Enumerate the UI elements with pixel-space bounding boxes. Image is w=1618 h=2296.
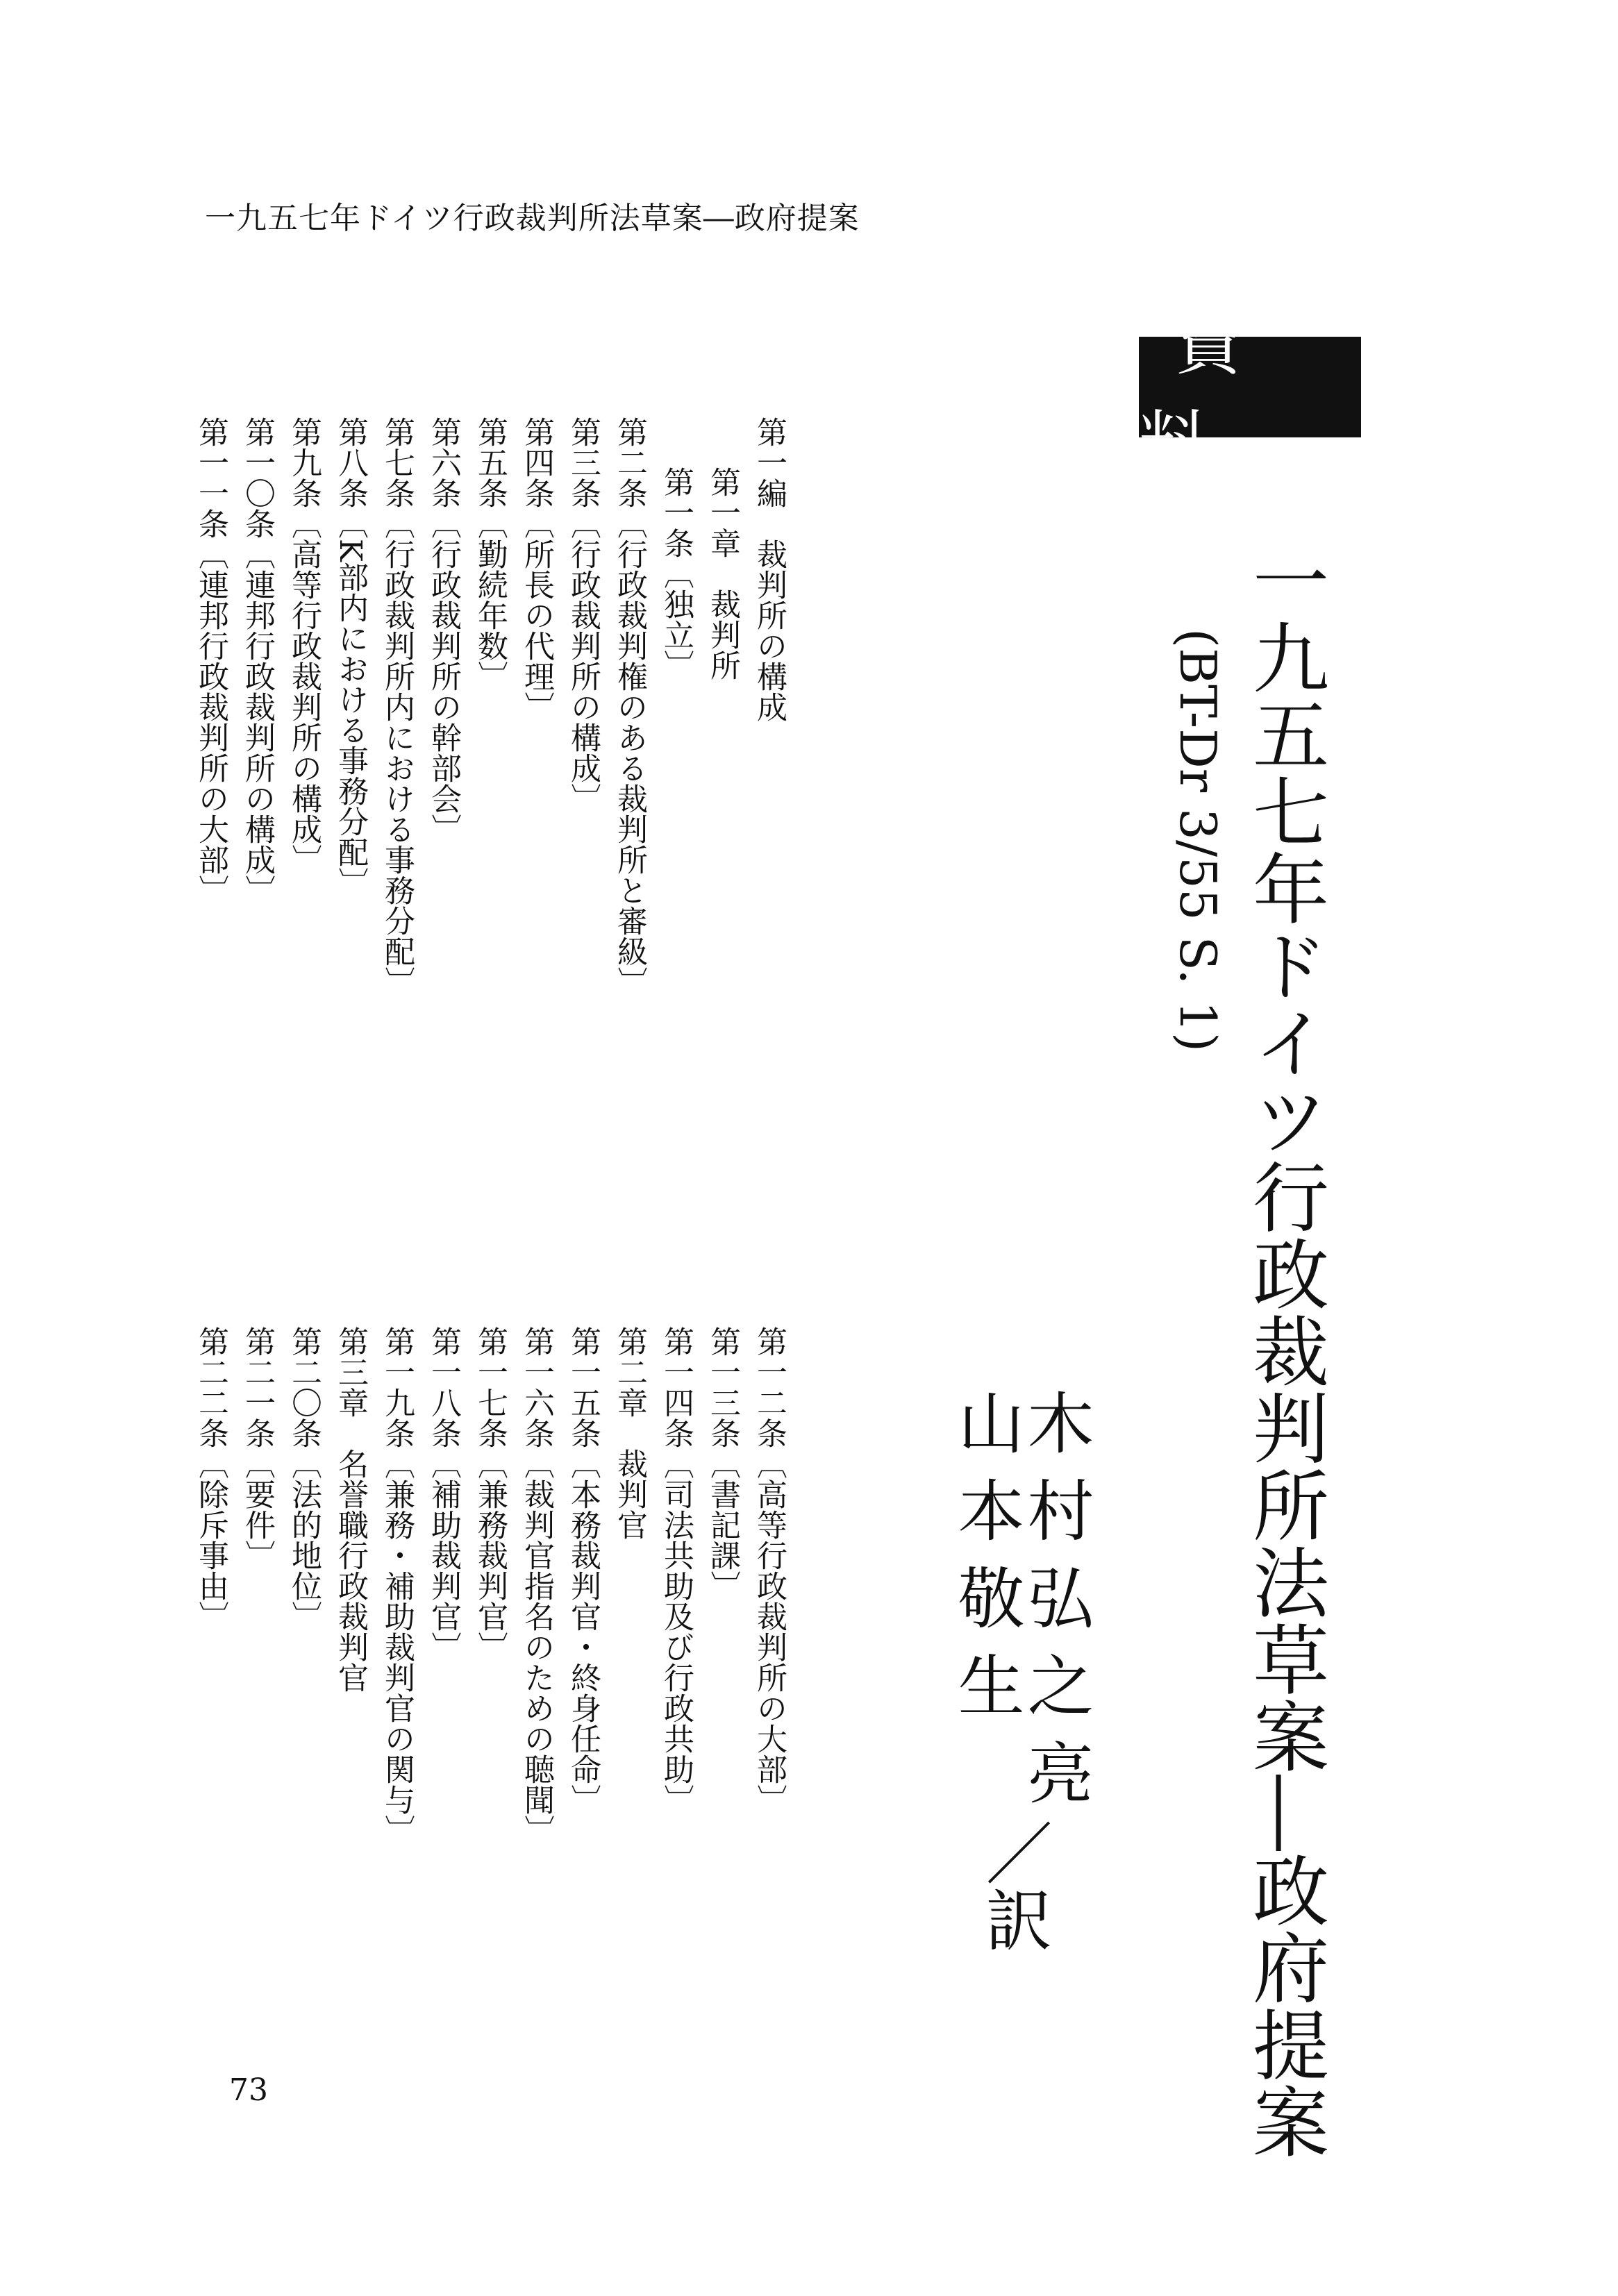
toc-entry: 第一条〔独立〕 — [658, 467, 694, 680]
translator-role: ／訳 — [975, 1819, 1053, 1952]
toc-entry: 第一六条〔裁判官指名のための聴聞〕 — [519, 1326, 554, 1845]
toc-entry: 第三条〔行政裁判所の構成〕 — [565, 417, 601, 814]
toc-entry: 第三章 名誉職行政裁判官 — [333, 1326, 368, 1693]
table-of-contents-upper — [187, 417, 792, 1028]
toc-entry: 第一二条〔高等行政裁判所の大部〕 — [751, 1326, 787, 1815]
article-subtitle: (BT-Dr 3/55 S. 1) — [1169, 628, 1227, 1053]
translators — [947, 1389, 1094, 1826]
toc-entry: 第七条〔行政裁判所内における事務分配〕 — [379, 417, 415, 997]
toc-entry: 第一三条〔書記課〕 — [705, 1326, 740, 1601]
translator-name: 山本敬生 — [947, 1389, 1025, 1738]
toc-entry: 第六条〔行政裁判所の幹部会〕 — [426, 417, 461, 844]
table-of-contents-lower — [187, 1326, 792, 1882]
toc-entry: 第一〇条〔連邦行政裁判所の構成〕 — [240, 417, 275, 905]
article-title: 一九五七年ドイツ行政裁判所法草案―政府提案 — [1240, 542, 1329, 2160]
toc-entry: 第八条〔K部内における事務分配〕 — [333, 417, 368, 898]
toc-entry: 第五条〔勤続年数〕 — [472, 417, 508, 692]
toc-entry: 第四条〔所長の代理〕 — [519, 417, 554, 722]
toc-entry: 第一一条〔連邦行政裁判所の大部〕 — [193, 417, 228, 905]
toc-entry: 第一九条〔兼務・補助裁判官の関与〕 — [379, 1326, 415, 1845]
toc-entry: 第一五条〔本務裁判官・終身任命〕 — [565, 1326, 601, 1815]
toc-entry: 第一八条〔補助裁判官〕 — [426, 1326, 461, 1662]
toc-entry: 第二一条〔要件〕 — [240, 1326, 275, 1570]
toc-entry: 第一四条〔司法共助及び行政共助〕 — [658, 1326, 694, 1815]
section-label: 資料 — [1139, 337, 1361, 437]
translator-name: 木村弘之亮 — [1017, 1389, 1094, 1826]
toc-entry: 第二二条〔除斥事由〕 — [193, 1326, 228, 1632]
toc-entry: 第一編 裁判所の構成 — [751, 417, 787, 722]
running-header: 一九五七年ドイツ行政裁判所法草案―政府提案 — [205, 201, 860, 236]
toc-entry: 第九条〔高等行政裁判所の構成〕 — [286, 417, 322, 875]
toc-entry: 第一章 裁判所 — [705, 467, 740, 680]
page-number: 73 — [229, 2072, 268, 2108]
toc-entry: 第二章 裁判官 — [612, 1326, 647, 1540]
toc-entry: 第二条〔行政裁判権のある裁判所と審級〕 — [612, 417, 647, 997]
toc-entry: 第一七条〔兼務裁判官〕 — [472, 1326, 508, 1662]
toc-entry: 第二〇条〔法的地位〕 — [286, 1326, 322, 1632]
